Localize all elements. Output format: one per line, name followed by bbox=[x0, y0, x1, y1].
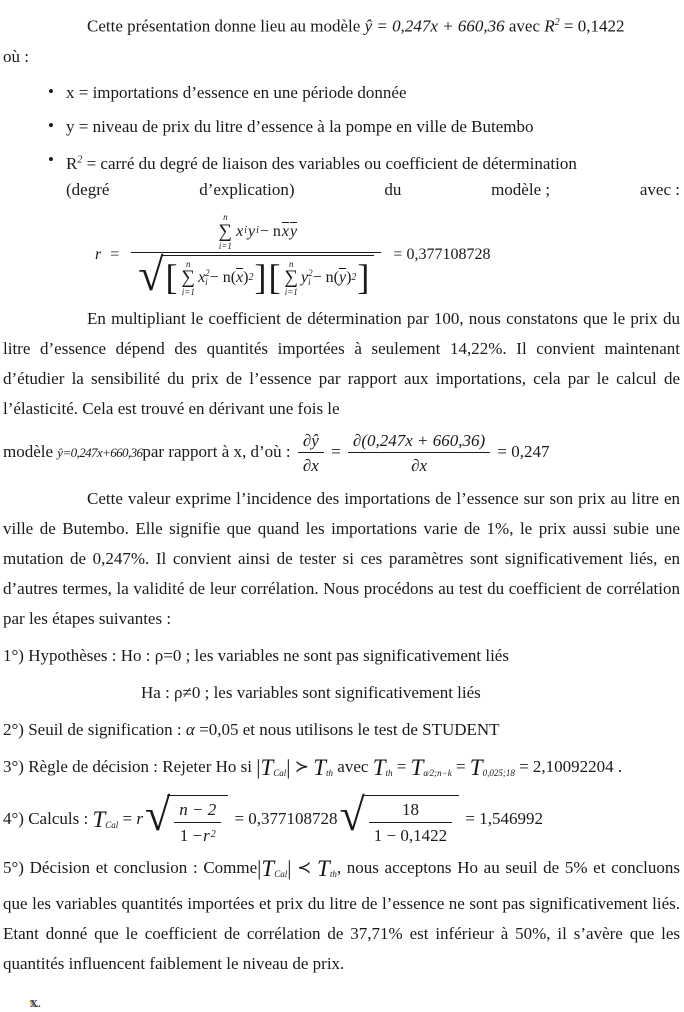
succeeds-symbol: ≻ bbox=[294, 757, 309, 777]
right-paren: ) bbox=[243, 269, 249, 287]
step-1-hypotheses: 1°) Hypothèses : Ho : ρ=0 ; les variables ne sont pas significativement liés bbox=[3, 646, 509, 666]
summation-symbol bbox=[182, 259, 196, 298]
step-3-label: 3°) Règle de décision : Rejeter Ho si bbox=[3, 757, 252, 777]
sub-i: i bbox=[244, 225, 247, 237]
one-minus: 1 − bbox=[179, 825, 203, 845]
equals-sign: = bbox=[331, 441, 341, 461]
variable-definitions-list bbox=[3, 79, 680, 203]
word: avec : bbox=[639, 180, 680, 200]
eighteen: 18 bbox=[369, 799, 452, 822]
bullet-icon: • bbox=[48, 149, 54, 169]
n-minus-2: n − 2 bbox=[174, 799, 221, 822]
equals-sign: = bbox=[122, 809, 133, 829]
sub-th: th bbox=[329, 868, 337, 879]
T-calculated: T bbox=[260, 755, 274, 781]
sub-i: i bbox=[205, 277, 208, 288]
sum-upper-limit: n bbox=[288, 259, 294, 270]
T-theoretical: T bbox=[372, 755, 386, 781]
minus-n: − n bbox=[259, 222, 281, 240]
sum-lower-limit: i=1 bbox=[218, 240, 232, 251]
sup-2: 2 bbox=[308, 267, 313, 278]
step-3-decision-rule bbox=[3, 752, 680, 788]
sub-th: th bbox=[326, 768, 334, 779]
definition-r2 bbox=[66, 154, 577, 173]
cutoff-artifact: X. bbox=[30, 998, 41, 1010]
r2-exponent: 2 bbox=[77, 154, 83, 166]
sub-i: i bbox=[256, 225, 259, 237]
step-5-conclusion bbox=[3, 853, 680, 979]
radical-icon: √ bbox=[144, 789, 171, 841]
step-2-label: 2°) Seuil de signification : bbox=[3, 720, 182, 740]
word: (degré bbox=[66, 180, 110, 200]
abs-bar: | bbox=[286, 755, 291, 780]
elasticity-line bbox=[3, 430, 680, 477]
right-bracket: ] bbox=[357, 257, 370, 298]
sub-i: i bbox=[308, 277, 311, 288]
step-5-label: 5°) Décision et conclusion : Comme bbox=[3, 857, 258, 877]
equals-sign: = bbox=[455, 757, 466, 777]
abs-bar: | bbox=[287, 855, 292, 880]
precedes-symbol: ≺ bbox=[297, 857, 312, 877]
sum-upper-limit: n bbox=[223, 212, 228, 223]
sup-2: 2 bbox=[351, 272, 357, 284]
intro-avec: avec bbox=[508, 16, 541, 36]
sum-lower-limit: i=1 bbox=[284, 287, 298, 298]
right-paren: ) bbox=[346, 269, 352, 287]
ou-line: où : bbox=[3, 46, 29, 66]
one-minus-r2 bbox=[174, 823, 221, 846]
var-y: y bbox=[247, 222, 256, 240]
definition-y: y = niveau de prix du litre d’essence à la pompe en ville de Butembo bbox=[66, 116, 534, 136]
fraction-numerator bbox=[131, 212, 381, 253]
sup-2: 2 bbox=[248, 272, 254, 284]
x-bar: $\overline{x}$ bbox=[281, 222, 290, 240]
paragraph-intro bbox=[3, 8, 680, 42]
step-5-text: nous acceptons Ho au seuil de 5% et concluons que les variables quantités importées et prix du litre de l’essence ne sont pas significativement liés. Etant donné que le coefficient de corrélation de 37,71% est inférieur à 50%, il s’avère que les quantités influencent faiblement le niveau de prix. bbox=[3, 857, 681, 973]
word: du bbox=[384, 180, 402, 200]
y-bar: $\overline{y}$ bbox=[338, 269, 347, 287]
r2-letter: R bbox=[66, 154, 78, 174]
sigma-icon: ∑ bbox=[218, 220, 233, 242]
var-x: x bbox=[236, 222, 244, 240]
numeric-fraction bbox=[369, 799, 452, 846]
step-4-label: 4°) Calculs : bbox=[3, 809, 89, 829]
sub-alpha-half: α∕2;n−k bbox=[423, 768, 452, 779]
r-result-value: = 0,377108728 bbox=[393, 246, 491, 264]
radicand bbox=[161, 255, 375, 298]
partial-x: ∂x bbox=[302, 456, 319, 476]
radical-icon: √ bbox=[339, 789, 365, 841]
list-item bbox=[3, 147, 680, 203]
partial-x: ∂x bbox=[411, 456, 428, 476]
word: modèle ; bbox=[491, 180, 551, 200]
sigma-icon: ∑ bbox=[181, 267, 196, 289]
paragraph-interpretation: Cette valeur exprime l’incidence des importations de l’essence sur son prix au litre en ville de Butembo. Elle signifie que quand les importations varie de 1%, le prix aussi subie une mutation de 0,247%. Il convient ainsi de tester si ces paramètres sont significativement liés, en d’autres termes, la validité de leur corrélation. Nous procédons au test du coefficient de corrélation par les étapes suivantes : bbox=[3, 489, 680, 629]
square-root bbox=[339, 789, 460, 846]
radicand bbox=[167, 795, 228, 846]
avec-text: avec bbox=[337, 757, 369, 777]
intro-text: Cette présentation donne lieu au modèle bbox=[87, 16, 361, 36]
main-fraction bbox=[131, 212, 381, 301]
t-threshold-value: = 2,10092204 . bbox=[519, 757, 623, 777]
derivative-expansion-fraction bbox=[348, 430, 490, 477]
r-value: = 0,377108728 bbox=[234, 809, 338, 829]
bullet-icon: • bbox=[48, 115, 54, 135]
equals-sign: = bbox=[396, 757, 407, 777]
left-paren: ( bbox=[333, 269, 339, 287]
abs-bar: | bbox=[256, 755, 261, 780]
word: d’explication) bbox=[199, 180, 295, 200]
step-4-calculations bbox=[3, 789, 680, 846]
elasticity-mid-text: par rapport à x, d’où : bbox=[142, 441, 291, 461]
inline-model-equation: ŷ=0,247x+660,36 bbox=[57, 444, 143, 460]
var-y: y bbox=[301, 269, 309, 287]
radicand bbox=[362, 795, 459, 846]
r2-definition-line2 bbox=[66, 177, 680, 202]
step-2-significance bbox=[3, 715, 680, 745]
alpha-value: =0,05 bbox=[199, 720, 239, 740]
t-calculated-value: = 1,546992 bbox=[465, 809, 543, 829]
alpha-symbol: α bbox=[185, 720, 195, 740]
T-calculated: T bbox=[92, 807, 106, 833]
r-squared-symbol: R bbox=[544, 16, 555, 36]
square-root bbox=[138, 249, 374, 301]
sup-2: 2 bbox=[210, 828, 216, 840]
var-r: r bbox=[95, 246, 102, 264]
partial-y-hat: ∂ŷ bbox=[298, 430, 324, 453]
sub-cal: Cal bbox=[273, 768, 287, 779]
equals-sign: = bbox=[110, 246, 120, 264]
T-theoretical: T bbox=[317, 855, 330, 881]
T-0025-18: T bbox=[469, 755, 483, 781]
minus-n: − n bbox=[209, 269, 231, 287]
sub-cal: Cal bbox=[105, 820, 119, 831]
x-bar: $\overline{x}$ bbox=[236, 269, 244, 287]
var-r: r bbox=[203, 825, 210, 845]
left-bracket: [ bbox=[165, 257, 178, 298]
paragraph-determination: En multipliant le coefficient de détermination par 100, nous constatons que le prix du litre d’essence dépend des quantités importées à seulement 14,22%. Il convient maintenant d’étudier la sensibilité du prix de l’essence par rapport aux importations, cela par le calcul de l’élasticité. Cela est trouvé en dérivant une fois le bbox=[3, 308, 680, 418]
list-item bbox=[3, 113, 680, 140]
r-squared-exponent: 2 bbox=[554, 17, 560, 28]
T-theoretical: T bbox=[313, 755, 327, 781]
derivative-fraction bbox=[298, 430, 324, 477]
step-2-text: et nous utilisons le test de STUDENT bbox=[242, 720, 500, 740]
sub-cal: Cal bbox=[274, 868, 288, 879]
one-minus-01422: 1 − 0,1422 bbox=[373, 825, 448, 845]
left-bracket: [ bbox=[268, 257, 281, 298]
r-squared-value: = 0,1422 bbox=[563, 16, 625, 36]
T-alpha: T bbox=[410, 755, 424, 781]
summation-symbol bbox=[284, 259, 298, 298]
step-1-alternative: Ha : ρ≠0 ; les variables sont significativement liés bbox=[141, 683, 481, 703]
var-r: r bbox=[136, 809, 143, 829]
right-bracket: ] bbox=[254, 257, 267, 298]
comma: , bbox=[336, 857, 342, 877]
definition-x: x = importations d’essence en une période donnée bbox=[66, 82, 407, 102]
sum-lower-limit: i=1 bbox=[181, 287, 195, 298]
correlation-coefficient-formula bbox=[95, 212, 680, 301]
y-bar: $\overline{y}$ bbox=[290, 222, 298, 240]
t-fraction bbox=[174, 799, 221, 846]
fraction-denominator bbox=[131, 249, 381, 301]
sum-upper-limit: n bbox=[186, 259, 191, 270]
bullet-icon: • bbox=[48, 81, 54, 101]
square-root bbox=[144, 789, 228, 846]
elasticity-lead: modèle bbox=[3, 441, 54, 461]
summation-symbol bbox=[219, 212, 233, 251]
sub-0025-18: 0,025;18 bbox=[482, 768, 515, 779]
abs-bar: | bbox=[257, 855, 262, 880]
minus-n: − n bbox=[312, 269, 334, 287]
derivative-result: = 0,247 bbox=[497, 441, 550, 461]
T-calculated: T bbox=[261, 855, 275, 881]
sub-th: th bbox=[385, 768, 393, 779]
radical-icon: √ bbox=[138, 249, 164, 301]
model-equation: ŷ = 0,247x + 660,36 bbox=[364, 16, 505, 36]
list-item bbox=[3, 79, 680, 106]
sup-2: 2 bbox=[205, 267, 210, 278]
r2-definition-text: = carré du degré de liaison des variables ou coefficient de détermination bbox=[86, 154, 577, 174]
var-x: x bbox=[198, 269, 206, 287]
sigma-icon: ∑ bbox=[284, 267, 299, 289]
partial-expression: ∂(0,247x + 660,36) bbox=[348, 430, 490, 453]
left-paren: ( bbox=[230, 269, 237, 287]
